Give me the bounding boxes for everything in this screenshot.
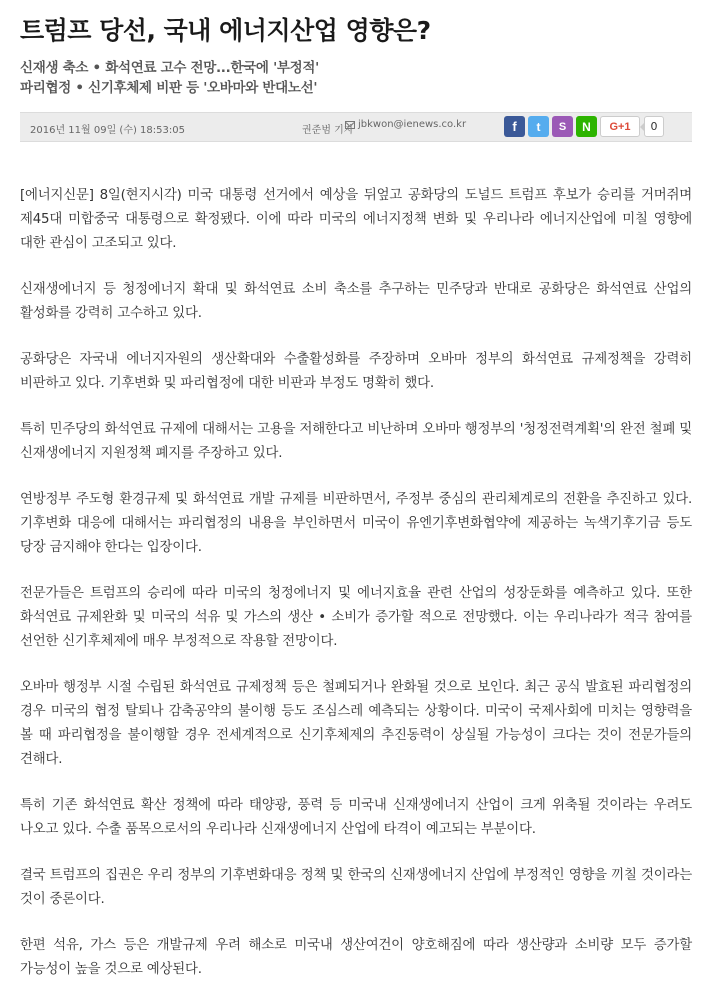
article-paragraph: 오바마 행정부 시절 수립된 화석연료 규제정책 등은 철폐되거나 완화될 것으로 보인다. 최근 공식 발효된 파리협정의 경우 미국의 협정 탈퇴나 감축공약의 불이행 등도 조심스레 예측되는 상황이다. 미국이 국제사회에 미치는 영향력을 볼 때 파리협정을 불이행할 경우 전세계적으로 신기후체제의 추진동력이 상실될 가능성이 크다는 것이 전문가들의 견해다. — [20, 680, 692, 767]
article-subtitles — [20, 58, 692, 98]
mail-icon — [345, 121, 355, 129]
publish-date: 2016년 11월 09일 (수) 18:53:05 — [30, 125, 185, 136]
article-paragraph: 연방정부 주도형 환경규제 및 화석연료 개발 규제를 비판하면서, 주정부 중심의 관리체계로의 전환을 추진하고 있다. 기후변화 대응에 대해서는 파리협정의 내용을 부인하면서 미국이 유엔기후변화협약에 제공하는 녹색기후기금 등도 당장 금지해야 한다는 입장이다. — [20, 492, 692, 555]
facebook-icon: f — [512, 119, 517, 134]
reporter-name: 권준범 기자 — [302, 125, 354, 136]
kakaostory-icon: S — [558, 120, 567, 133]
article-paragraph: 특히 기존 화석연료 확산 정책에 따라 태양광, 풍력 등 미국내 신재생에너지 산업이 크게 위축될 것이라는 우려도 나오고 있다. 수출 품목으로서의 우리나라 신재생에너지 산업에 타격이 예고되는 부분이다. — [20, 798, 692, 837]
article-paragraph: 결국 트럼프의 집권은 우리 정부의 기후변화대응 정책 및 한국의 신재생에너지 산업에 부정적인 영향을 끼칠 것이라는 것이 중론이다. — [20, 868, 692, 907]
naver-icon: N — [582, 119, 591, 134]
twitter-icon: t — [536, 119, 541, 134]
share-buttons — [504, 116, 664, 137]
article-paragraph: 특히 민주당의 화석연료 규제에 대해서는 고용을 저해한다고 비난하며 오바마 행정부의 '청정전력계획'의 완전 철폐 및 신재생에너지 지원정책 폐지를 주장하고 있다. — [20, 422, 692, 461]
share-count: 0 — [644, 116, 664, 137]
kakaostory-share-button[interactable] — [552, 116, 573, 137]
article-subtitle: 신재생 축소 • 화석연료 고수 전망...한국에 '부정적' — [20, 60, 319, 76]
google-plus-button[interactable] — [600, 116, 640, 137]
article-paragraph: 공화당은 자국내 에너지자원의 생산확대와 수출활성화를 주장하며 오바마 정부의 화석연료 규제정책을 강력히 비판하고 있다. 기후변화 및 파리협정에 대한 비판과 부정도 명확히 했다. — [20, 352, 692, 391]
naver-share-button[interactable] — [576, 116, 597, 137]
twitter-share-button[interactable] — [528, 116, 549, 137]
reporter-email-link[interactable] — [345, 119, 466, 130]
article-paragraph: 전문가들은 트럼프의 승리에 따라 미국의 청정에너지 및 에너지효율 관련 산업의 성장둔화를 예측하고 있다. 또한 화석연료 규제완화 및 미국의 석유 및 가스의 생산 • 소비가 증가할 적으로 전망했다. 이는 우리나라가 적극 참여를 선언한 신기후체제에 매우 부정적으로 작용할 전망이다. — [20, 586, 692, 649]
article — [20, 14, 692, 1004]
article-paragraph: 한편 석유, 가스 등은 개발규제 우려 해소로 미국내 생산여건이 양호해짐에 따라 생산량과 소비량 모두 증가할 가능성이 높을 것으로 예상된다. — [20, 938, 692, 977]
article-meta-bar — [20, 112, 692, 142]
facebook-share-button[interactable] — [504, 116, 525, 137]
article-subtitle: 파리협정 • 신기후체제 비판 등 '오바마와 반대노선' — [20, 80, 318, 96]
reporter-email: jbkwon@ienews.co.kr — [358, 119, 467, 130]
google-plus-label: G+1 — [609, 120, 631, 133]
article-paragraph: [에너지신문] 8일(현지시각) 미국 대통령 선거에서 예상을 뒤엎고 공화당의 도널드 트럼프 후보가 승리를 거머쥐며 제45대 미합중국 대통령으로 확정됐다. 이에 따라 미국의 에너지정책 변화 및 우리나라 에너지산업에 미칠 영향에 대한 관심이 고조되고 있다. — [20, 188, 692, 251]
article-paragraph: 신재생에너지 등 청정에너지 확대 및 화석연료 소비 축소를 추구하는 민주당과 반대로 공화당은 화석연료 산업의 활성화를 강력히 고수하고 있다. — [20, 282, 692, 321]
article-headline: 트럼프 당선, 국내 에너지산업 영향은? — [20, 16, 431, 45]
article-body — [20, 184, 692, 982]
